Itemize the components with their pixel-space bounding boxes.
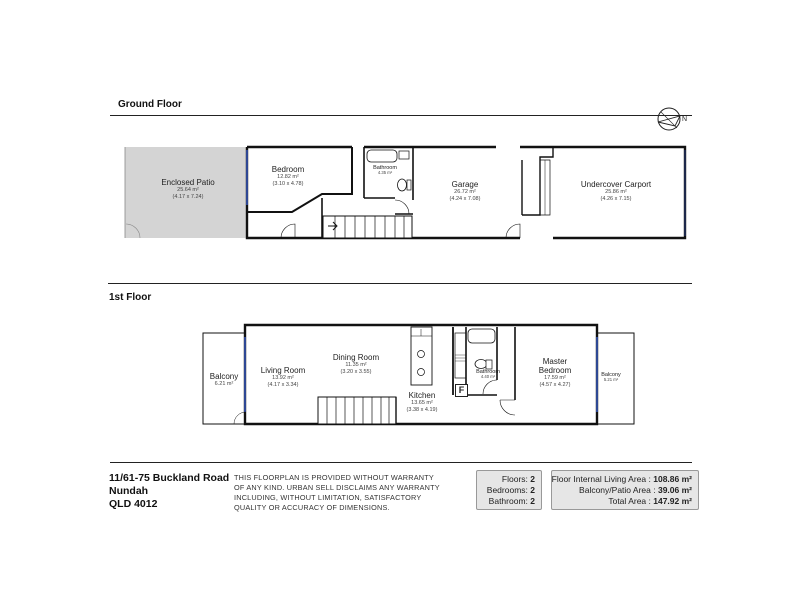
room-dims: (3.38 x 4.19) <box>406 406 438 413</box>
disclaimer-line1: THIS FLOORPLAN IS PROVIDED WITHOUT WARRANTY <box>234 473 434 482</box>
room-area: 4.35 m² <box>377 170 393 176</box>
first-floor-title: 1st Floor <box>109 292 152 303</box>
fridge-marker: F <box>455 384 468 397</box>
room-name: Bathroom <box>373 165 397 171</box>
room-name: Balcony <box>209 372 239 381</box>
room-name: Master <box>542 357 568 366</box>
room-area: 11.35 m² <box>345 362 367 369</box>
room-area: 12.82 m² <box>277 174 299 181</box>
room-area: 17.59 m² <box>544 375 566 382</box>
room-carport <box>581 180 651 202</box>
room-living <box>261 366 305 388</box>
address-line1: 11/61-75 Buckland Road <box>109 472 230 484</box>
room-name: Kitchen <box>408 391 436 400</box>
room-name: Enclosed Patio <box>161 178 215 187</box>
bathroom-count: Bathroom: 2 <box>488 496 535 506</box>
room-dims: (4.24 x 7.08) <box>449 195 481 202</box>
internal-area: Floor Internal Living Area : 108.86 m² <box>551 474 692 484</box>
room-area: 25.86 m² <box>605 189 627 196</box>
compass-label: N <box>682 116 688 123</box>
room-garage <box>450 180 481 202</box>
room-name: Bathroom <box>476 369 500 375</box>
areas-box <box>551 470 699 510</box>
balcony-area: Balcony/Patio Area : 39.06 m² <box>579 485 692 495</box>
room-area: 4.40 m² <box>480 374 496 380</box>
room-name: Undercover Carport <box>580 180 652 189</box>
disclaimer-line4: QUALITY OR ACCURACY OF DIMENSIONS. <box>234 503 390 512</box>
property-address <box>109 472 229 511</box>
room-kitchen <box>407 391 438 413</box>
room-first-bathroom <box>476 369 500 380</box>
bedrooms-count: Bedrooms: 2 <box>486 485 535 495</box>
room-enclosed-patio <box>161 178 214 200</box>
room-area: 13.92 m² <box>272 375 294 382</box>
total-area: Total Area : 147.92 m² <box>608 496 692 506</box>
room-dims: (4.26 x 7.15) <box>600 195 632 202</box>
room-name: Dining Room <box>332 353 380 362</box>
room-dims: (4.17 x 3.34) <box>267 381 299 388</box>
room-name: Garage <box>451 180 479 189</box>
room-ground-bedroom <box>272 165 304 187</box>
room-area: 6.21 m² <box>214 381 234 388</box>
room-area: 25.64 m² <box>177 187 199 194</box>
room-dining <box>333 353 379 375</box>
address-line2: Nundah <box>109 485 149 497</box>
room-area: 13.65 m² <box>411 400 433 407</box>
disclaimer-line3: INCLUDING, WITHOUT LIMITATION, SATISFACTORY <box>234 493 422 502</box>
floors-count: Floors: 2 <box>501 474 535 484</box>
room-area: 26.72 m² <box>454 189 476 196</box>
ground-floor-title: Ground Floor <box>118 99 182 110</box>
room-area: 5.21 m² <box>603 377 619 383</box>
disclaimer-line2: OF ANY KIND. URBAN SELL DISCLAIMS ANY WARRANTY <box>234 483 440 492</box>
counts-box <box>476 470 542 510</box>
room-balcony-right <box>601 372 621 383</box>
room-balcony-left <box>210 372 238 388</box>
disclaimer <box>234 473 440 513</box>
room-name: Bedroom <box>271 165 305 174</box>
address-line3: QLD 4012 <box>109 498 158 510</box>
room-name: Balcony <box>601 372 621 378</box>
room-name: Living Room <box>260 366 306 375</box>
room-master-bedroom <box>539 357 571 388</box>
room-dims: (3.10 x 4.78) <box>272 180 304 187</box>
room-dims: (3.20 x 3.55) <box>340 368 372 375</box>
room-ground-bathroom <box>373 165 397 176</box>
room-dims: (4.17 x 7.24) <box>172 193 204 200</box>
room-dims: (4.57 x 4.27) <box>539 381 571 388</box>
room-name-line2: Bedroom <box>538 366 572 376</box>
